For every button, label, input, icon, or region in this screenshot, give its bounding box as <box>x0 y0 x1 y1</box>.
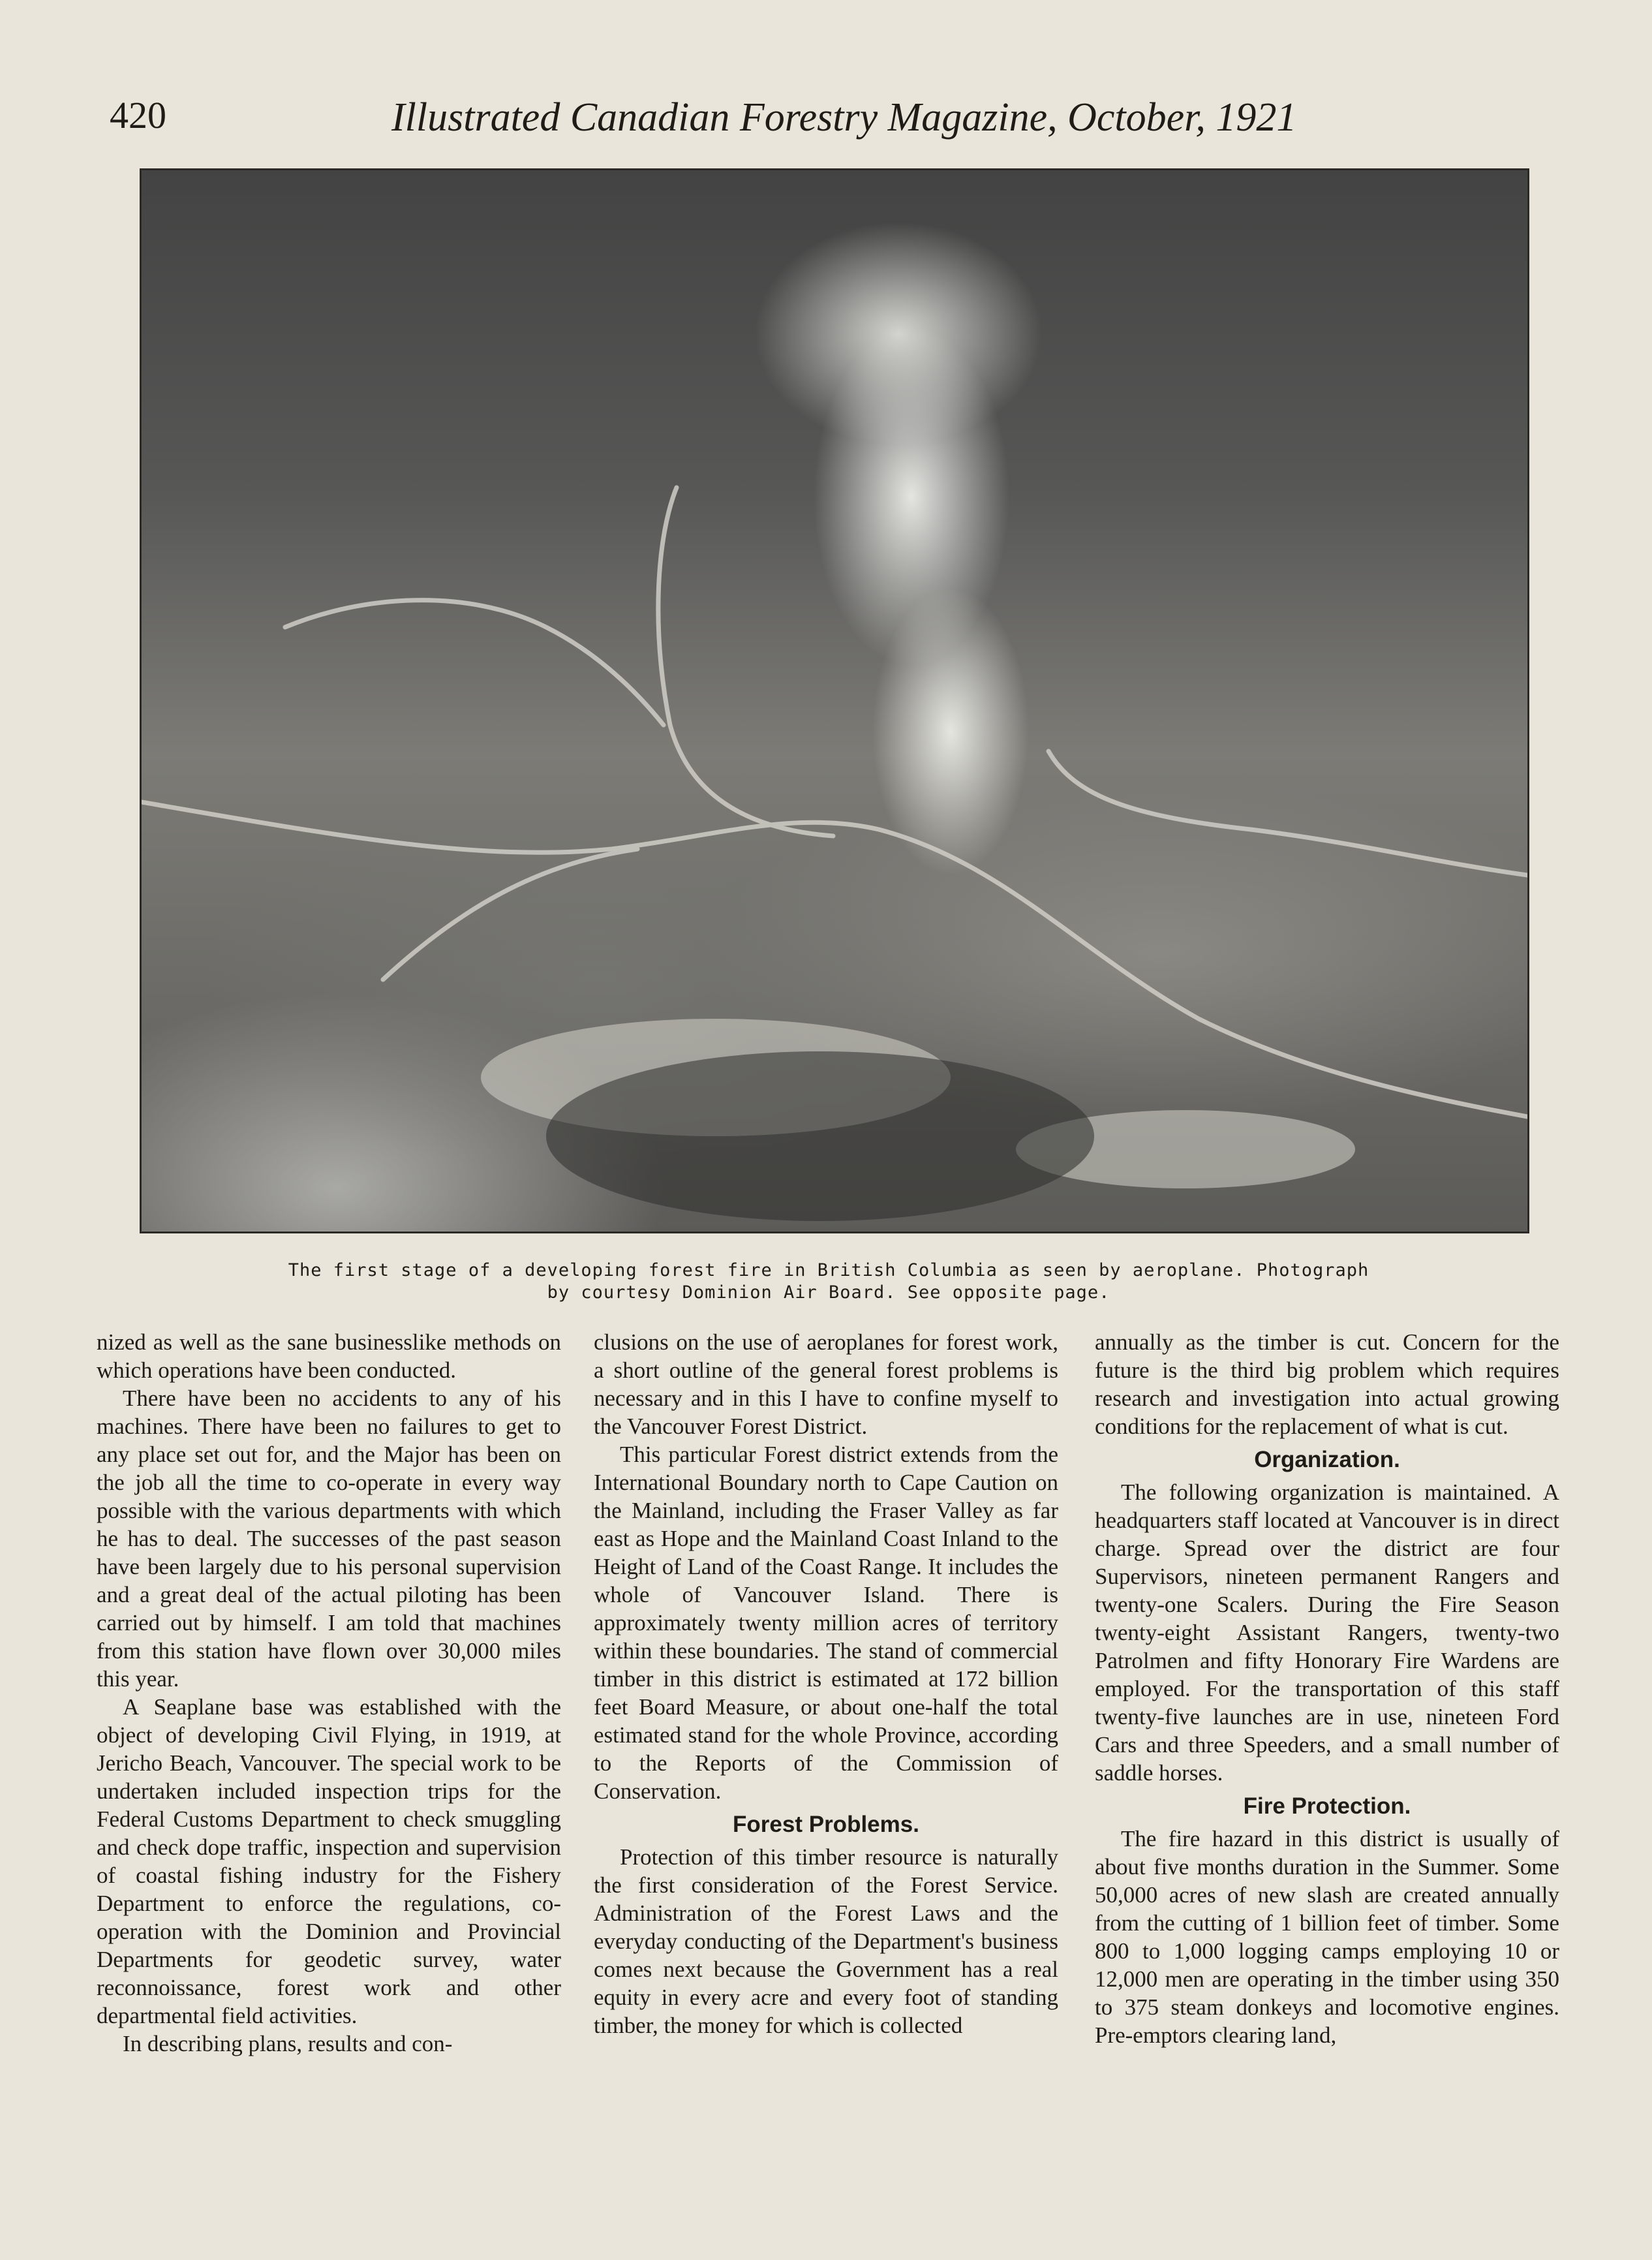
photo-caption <box>235 1260 1422 1304</box>
section-heading: Fire Protection. <box>1243 1793 1411 1819</box>
text-column-2 <box>594 1328 1058 2039</box>
paragraph: In describing plans, results and con- <box>123 2031 453 2056</box>
paragraph: There have been no accidents to any of his machines. There have been no failures to get to any place set out for, and the Major has been on the job all the time to co-operate in every way possible with the various departments with which he has to deal. The successes of the past season have been largely due to his personal supervision and a great deal of the actual piloting has been carried out by himself. I am told that machines from this station have flown over 30,000 miles this year. <box>97 1385 561 1692</box>
paragraph: nized as well as the sane businesslike methods on which operations have been conducted. <box>97 1329 561 1383</box>
paragraph: The fire hazard in this district is usually of about five months duration in the Summer. Some 50,000 acres of new slash are created annually from the cutting of 1 billion feet of timber. Some 800 to 1,000 logging camps employing 10 or 12,000 men are operating in the timber using 350 to 375 steam donkeys and locomotive engines. Pre-emptors clearing land, <box>1095 1826 1559 2048</box>
section-heading: Forest Problems. <box>733 1812 919 1837</box>
section-heading: Organization. <box>1254 1447 1400 1472</box>
paragraph: Protection of this timber resource is naturally the first consideration of the Forest Service. Administration of the Forest Laws and the everyday conducting of the Department's business comes next because the Government has a real equity in every acre and every foot of standing timber, the money for which is collected <box>594 1844 1058 2038</box>
caption-line: The first stage of a developing forest fire in British Columbia as seen by aeroplane. Photograph <box>288 1260 1369 1280</box>
text-column-3 <box>1095 1328 1559 2049</box>
paragraph: A Seaplane base was established with the object of developing Civil Flying, in 1919, at Jericho Beach, Vancouver. The special work to be undertaken included inspection trips for the Federal Customs Department to check smuggling and check dope traffic, inspection and supervision of coastal fishing industry for the Fishery Department to enforce the regulations, co-operation with the Dominion and Provincial Departments for geodetic survey, water reconnoissance, forest work and other departmental field activities. <box>97 1694 561 2028</box>
caption-line: by courtesy Dominion Air Board. See opposite page. <box>547 1282 1110 1303</box>
paragraph: This particular Forest district extends from the International Boundary north to Cape Caution on the Mainland, including the Fraser Valley as far east as Hope and the Mainland Coast Inland to the Height of Land of the Coast Range. It includes the whole of Vancouver Island. There is approximately twenty million acres of territory within these boundaries. The stand of commercial timber in this district is estimated at 172 billion feet Board Measure, or about one-half the total estimated stand for the whole Province, according to the Reports of the Commission of Conservation. <box>594 1442 1058 1804</box>
text-column-1 <box>97 1328 561 2058</box>
paragraph: The following organization is maintained. A headquarters staff located at Vancouver is in direct charge. Spread over the district are four Supervisors, nineteen permanent Rangers and twenty-one Scalers. During the Fire Season twenty-eight Assistant Rangers, twenty-two Patrolmen and fifty Honorary Fire Wardens are employed. For the transportation of this staff twenty-five launches are in use, nineteen Ford Cars and three Speeders, and a small number of saddle horses. <box>1095 1479 1559 1786</box>
paragraph: annually as the timber is cut. Concern for the future is the third big problem which requires research and investigation into actual growing conditions for the replacement of what is cut. <box>1095 1329 1559 1439</box>
paragraph: clusions on the use of aeroplanes for forest work, a short outline of the general forest problems is necessary and in this I have to confine myself to the Vancouver Forest District. <box>594 1329 1058 1439</box>
aerial-forest-fire-photo <box>140 168 1529 1233</box>
page-number: 420 <box>110 94 166 136</box>
running-head: Illustrated Canadian Forestry Magazine, October, 1921 <box>391 95 1297 140</box>
photo-illustration <box>142 170 1527 1231</box>
